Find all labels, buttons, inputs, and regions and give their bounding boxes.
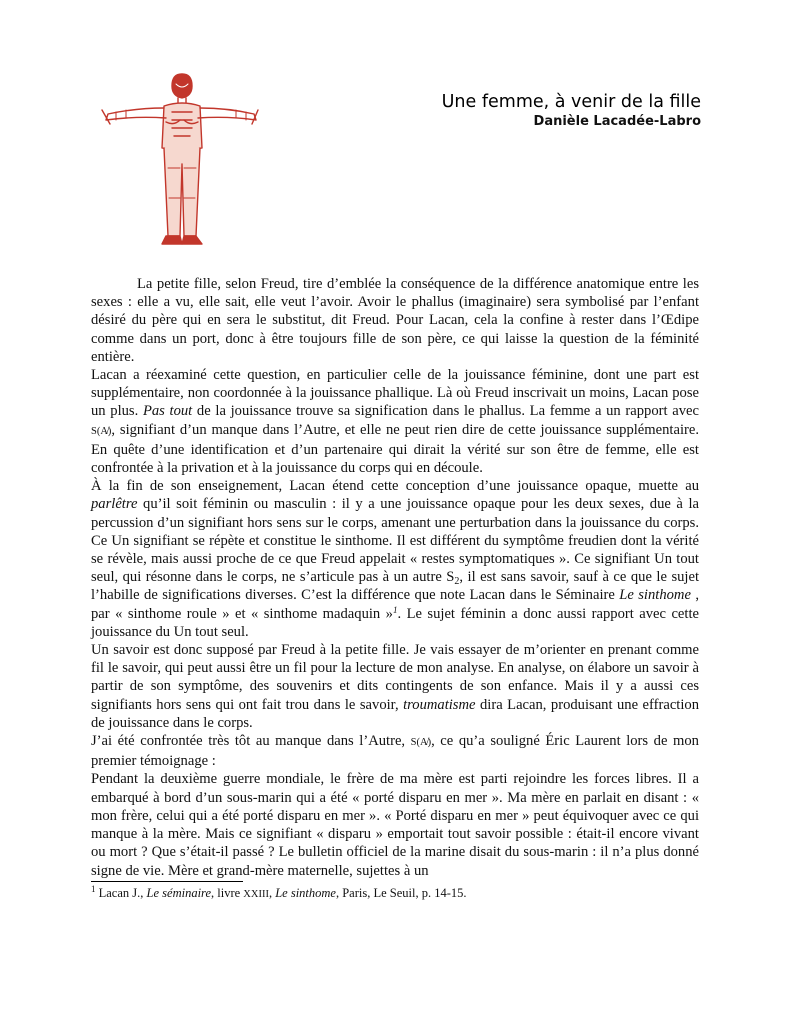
paragraph: À la fin de son enseignement, Lacan étend cette conception d’une jouissance opaque, muette au parlêtre qu’il soit féminin ou masculin : il y a une jouissance opaque pour les deux sexes, due à la percussion d’un signifiant hors sens sur le corps, amenant une perturbation dans la jouissance du corps. Ce Un signifiant se répète et constitue le sinthome. Il est différent du symptôme freudien dont la vérité se révèle, mais aussi proche de ce que Freud appelait « restes symptomatiques ». Ce signifiant Un tout seul, qui résonne dans le corps, ne s’articule pas à un autre $S_2$, il est sans savoir, sauf à ce que le sujet l’habille de significations diverses. C’est la différence que note Lacan dans le Séminaire Le sinthome , par « sinthome roule » et « sinthome madaquin »$^1$. Le sujet féminin a donc aussi rapport avec cette jouissance du Un tout seul. bbox=[91, 478, 700, 640]
paragraph: Un savoir est donc supposé par Freud à la petite fille. Je vais essayer de m’orienter en prenant comme fil le savoir, qui peut aussi être un fil pour la lecture de mon analyse. En analyse, on élabore un savoir à partir de son symptôme, des souvenirs et dits contingents de son enfance. Mais il y a aussi ces signifiants hors sens qui ont fait trou dans le savoir, troumatisme dira Lacan, produisant une effraction de jouissance dans le corps. bbox=[91, 642, 699, 731]
body-text bbox=[91, 275, 699, 880]
title-block bbox=[442, 91, 701, 131]
paragraph: Pendant la deuxième guerre mondiale, le frère de ma mère est parti rejoindre les forces libres. Il a embarqué à bord d’un sous-marin qui a été « porté disparu en mer ». Ma mère en parlait en disant : « mon frère, celui qui a été porté disparu en mer ». « Porté disparu en mer » peut équivoquer avec ce qui manque à la mère. Mais ce signifiant « disparu » emportait tout savoir possible : était-il encore vivant ou mort ? Que s’était-il passé ? Le bulletin officiel de la marine disait du sous-marin : il n’a plus donné signe de vie. Mère et grand-mère maternelle, sujettes à un bbox=[91, 771, 699, 879]
paragraph: Lacan a réexaminé cette question, en particulier celle de la jouissance féminine, dont une part est supplémentaire, non coordonnée à la jouissance phallique. Là où Freud inscrivait un moins, Lacan pose un plus. Pas tout de la jouissance trouve sa signification dans le phallus. La femme a un rapport avec S(A̸), signifiant d’un manque dans l’Autre, et elle ne peut rien dire de cette jouissance supplémentaire. En quête d’une identification et d’un partenaire qui dirait la vérité sur son être de femme, elle est confrontée à la privation et à la jouissance du corps qui en découle. bbox=[91, 367, 699, 477]
footnote-ref[interactable]: 1 bbox=[392, 604, 398, 615]
italic-term: troumatisme bbox=[403, 696, 476, 713]
paragraph: La petite fille, selon Freud, tire d’emblée la conséquence de la différence anatomique entre les sexes : elle a vu, elle sait, elle veut l’avoir. Avoir le phallus (imaginaire) sera symbolisé par l’enfant désiré du père qui en sera le substitut, dit Freud. Pour Lacan, cela la confine à rester dans l’Œdipe comme dans un port, donc à être toujours fille de son père, ce qui laisse la question de la féminité entière. bbox=[91, 276, 699, 365]
footnote-divider bbox=[91, 881, 243, 882]
standing-figure-arms-outstretched-icon bbox=[96, 68, 266, 250]
author-name: Danièle Lacadée-Labro bbox=[533, 114, 701, 129]
footnote: $^1$ Lacan J., Le séminaire, livre XXIII, Le sinthome, Paris, Le Seuil, p. 14-15. bbox=[91, 884, 467, 900]
document-title: Une femme, à venir de la fille bbox=[441, 92, 701, 112]
matheme: S(A̸) bbox=[410, 737, 432, 749]
italic-term: Pas tout bbox=[142, 403, 193, 420]
subscript: 2 bbox=[454, 576, 460, 588]
italic-term: Le sinthome bbox=[619, 587, 691, 604]
paragraph: J’ai été confrontée très tôt au manque dans l’Autre, S(A̸), ce qu’a souligné Éric Laurent lors de mon premier témoignage : bbox=[91, 733, 699, 770]
matheme: S(A̸) bbox=[91, 425, 112, 437]
footnote-number: 1 bbox=[91, 884, 96, 894]
italic-term: parlêtre bbox=[91, 496, 138, 513]
